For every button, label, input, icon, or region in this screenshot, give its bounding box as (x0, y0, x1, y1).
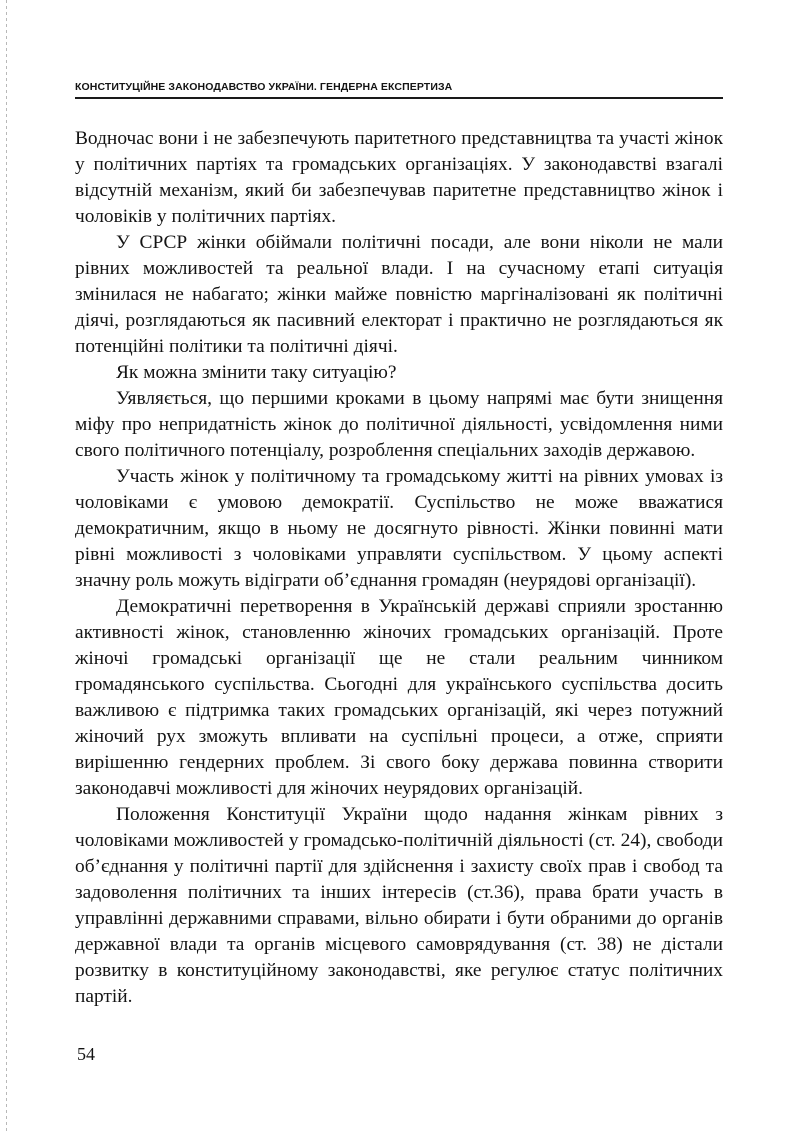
paragraph-5: Участь жінок у політичному та громадському житті на рівних умовах із чоловіками є умовою демократії. Суспільство не може вважатися демократичним, якщо в ньому не досягнуто рівності. Жінки повинні мати рівні можливості з чоловіками управляти суспільством. У цьому аспекті значну роль можуть відіграти об’єднання громадян (неурядові організації). (75, 466, 723, 591)
paragraph-1: Водночас вони і не забезпечують паритетного представництва та участі жінок у політичних партіях та громадських організаціях. У законодавстві взагалі відсутній механізм, який би забезпечував паритетне представництво жінок і чоловіків у політичних партіях. (75, 128, 723, 227)
paragraph-6: Демократичні перетворення в Українській державі сприяли зростанню активності жінок, становленню жіночих громадських організацій. Проте жіночі громадські організації ще не стали реальним чинником громадянського суспільства. Сьогодні для українського суспільства досить важливою є підтримка таких громадських організацій, які через потужний жіночий рух зможуть впливати на суспільні процеси, а отже, сприяти вирішенню гендерних проблем. Зі свого боку держава повинна створити законодавчі можливості для жіночих неурядових організацій. (75, 596, 723, 799)
paragraph-2: У СРСР жінки обіймали політичні посади, але вони ніколи не мали рівних можливостей та реальної влади. І на сучасному етапі ситуація змінилася не набагато; жінки майже повністю маргіналізовані як політичні діячі, розглядаються як пасивний електорат і практично не розглядаються як потенційні політики та політичні діячі. (75, 232, 723, 357)
paragraph-3: Як можна змінити таку ситуацію? (116, 362, 397, 383)
header-rule (75, 97, 723, 99)
paragraph-4: Уявляється, що першими кроками в цьому напрямі має бути знищення міфу про непридатність жінок до політичної діяльності, усвідомлення ними свого політичного потенціалу, розроблення спеціальних заходів державою. (75, 388, 723, 461)
paragraph-7: Положення Конституції України щодо надання жінкам рівних з чоловіками можливостей у громадсько-політичній діяльності (ст. 24), свободи об’єднання у політичні партії для здійснення і захисту своїх прав і свобод та задоволення політичних та інших інтересів (ст.36), права брати участь в управлінні державними справами, вільно обирати і бути обраними до органів державної влади та органів місцевого самоврядування (ст. 38) не дістали розвитку в конституційному законодавстві, яке регулює статус політичних партій. (75, 804, 723, 1007)
body-text (75, 126, 723, 1010)
scan-edge-line (6, 0, 7, 1133)
running-header: КОНСТИТУЦІЙНЕ ЗАКОНОДАВСТВО УКРАЇНИ. ГЕНДЕРНА ЕКСПЕРТИЗА (75, 81, 453, 93)
page-number: 54 (77, 1044, 95, 1064)
